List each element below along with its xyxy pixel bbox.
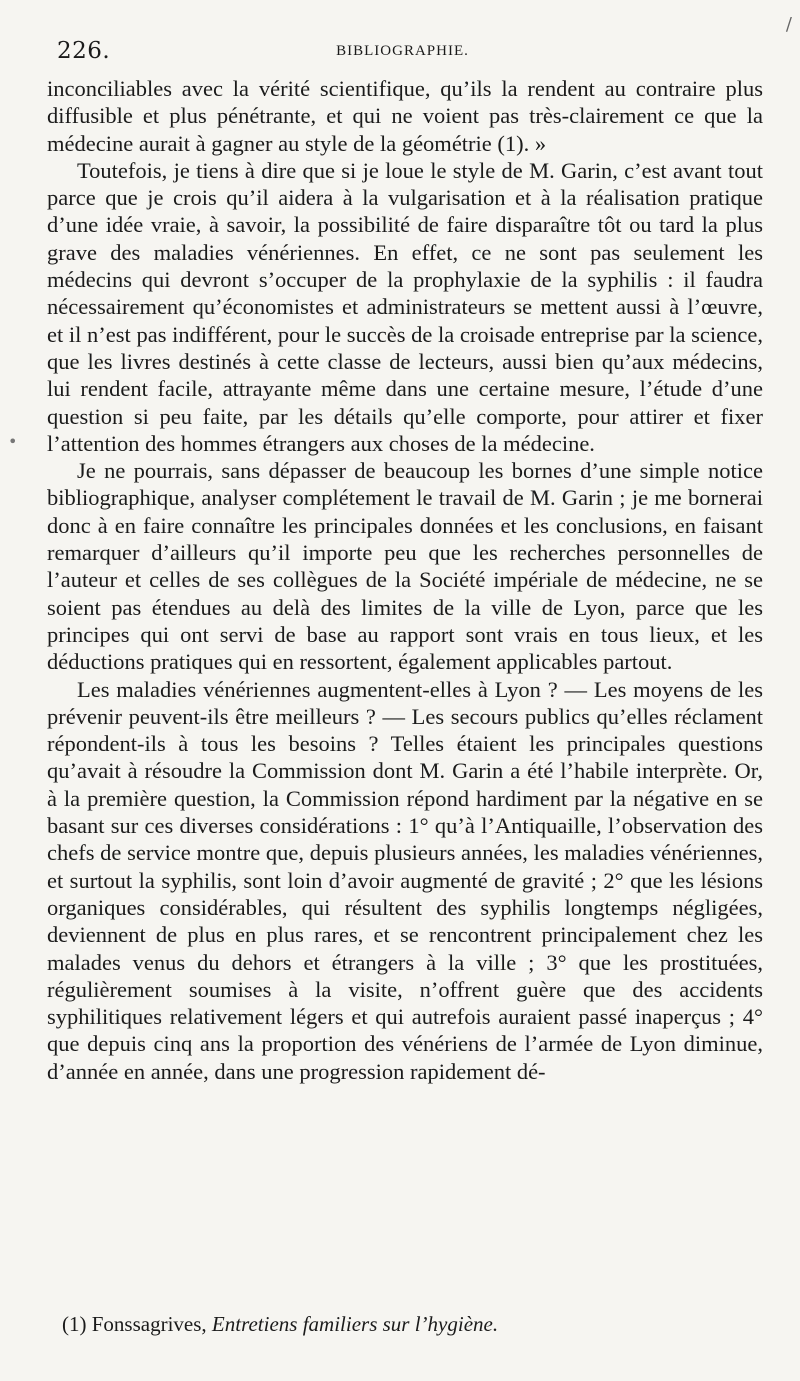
paragraph-4: Les maladies vénériennes augmentent-elles à Lyon ? — Les moyens de les prévenir peuvent-ils être meilleurs ? — Les secours publics qu’elles réclament répondent-ils à tous les besoins ? Telles étaient les principales questions qu’avait à résoudre la Commission dont M. Garin a été l’habile interprète. Or, à la première question, la Commission répond hardiment par la négative en se basant sur ces diverses considérations : 1° qu’à l’Antiquaille, l’observation des chefs de service montre que, depuis plusieurs années, les maladies vénériennes, et surtout la syphilis, sont loin d’avoir augmenté de gravité ; 2° que les lésions organiques considérables, qui résultent des syphilis longtemps négligées, deviennent de plus en plus rares, et se rencontrent principalement chez les malades venus du dehors et étrangers à la ville ; 3° que les prostituées, régulièrement soumises à la visite, n’offrent guère que des accidents syphilitiques relativement légers et qui autrefois auraient passé inaperçus ; 4° que depuis cinq ans la proportion des vénériens de l’armée de Lyon diminue, d’année en année, dans une progression rapidement dé- [47, 676, 763, 1084]
margin-mark: / [785, 14, 792, 35]
footnote [62, 1312, 762, 1337]
page-number: 226. [57, 38, 111, 64]
paragraph-2: Toutefois, je tiens à dire que si je loue le style de M. Garin, c’est avant tout parce que je crois qu’il aidera à la vulgarisation et à la réalisation pratique d’une idée vraie, à savoir, la possibilité de faire disparaître tôt ou tard la plus grave des maladies vénériennes. En effet, ce ne sont pas seulement les médecins qui devront s’occuper de la prophylaxie de la syphilis : il faudra nécessairement qu’économistes et administrateurs se mettent aussi à l’œuvre, et il n’est pas indifférent, pour le succès de la croisade entreprise par la science, que les livres destinés à cette classe de lecteurs, aussi bien qu’aux médecins, lui rendent facile, attrayante même dans une certaine mesure, l’étude d’une question si peu faite, par les détails qu’elle comporte, pour attirer et fixer l’attention des hommes étrangers aux choses de la médecine. [47, 157, 763, 456]
running-title: BIBLIOGRAPHIE. [336, 43, 469, 59]
page-header [45, 38, 760, 68]
paragraph-3: Je ne pourrais, sans dépasser de beaucoup les bornes d’une simple notice bibliographique, analyser complétement le travail de M. Garin ; je me bornerai donc à en faire connaître les principales données et les conclusions, en faisant remarquer d’ailleurs qu’il importe peu que les recherches personnelles de l’auteur et celles de ses collègues de la Société impériale de médecine, ne se soient pas étendues au delà des limites de la ville de Lyon, parce que les principes qui ont servi de base au rapport sont vrais en tous lieux, et les déductions pratiques qui en ressortent, également applicables partout. [47, 458, 763, 675]
stray-mark: • [8, 432, 18, 451]
footnote-marker: (1) [62, 1312, 87, 1336]
footnote-author: Fonssagrives, [91, 1312, 207, 1336]
body-text [47, 75, 763, 1085]
footnote-title: Entretiens familiers sur l’hygiène. [211, 1312, 499, 1336]
paragraph-1: inconciliables avec la vérité scientifique, qu’ils la rendent au contraire plus diffusible et plus pénétrante, et qui ne voient pas très-clairement ce que la médecine aurait à gagner au style de la géométrie (1). » [47, 76, 763, 156]
